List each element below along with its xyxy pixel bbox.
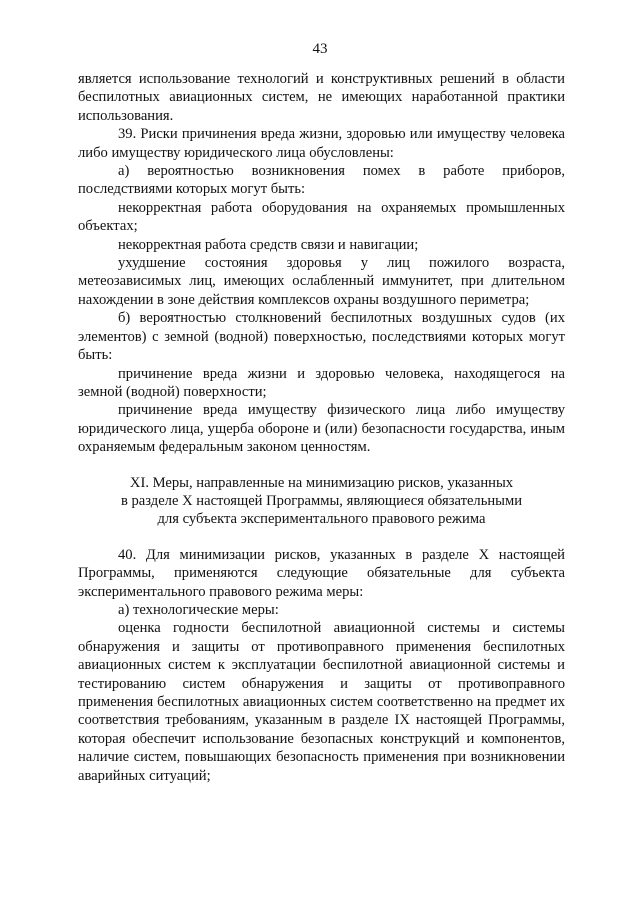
section-heading-line: в разделе X настоящей Программы, являющиеся обязательными: [120, 492, 523, 509]
section-heading-line: XI. Меры, направленные на минимизацию рисков, указанных: [129, 474, 514, 491]
paragraph-communication-malfunction: некорректная работа средств связи и навигации;: [118, 236, 419, 253]
paragraph-risk-a: а) вероятностью возникновения помех в работе приборов, последствиями которых могут быть:: [78, 163, 565, 198]
paragraph-suitability-assessment: оценка годности беспилотной авиационной системы и системы обнаружения и защиты от противоправного применения беспилотных авиационных систем к эксплуатации беспилотной авиационной системы и тестированию систем обнаружения и защиты от противоправного применения беспилотных авиационных систем соответственно на предмет их соответствия требованиям, указанным в разделе IX настоящей Программы, которая обеспечит использование безопасных конструкций и компонентов, наличие систем, повышающих безопасность применения при возникновении аварийных ситуаций;: [78, 620, 565, 784]
document-body: [78, 70, 565, 785]
paragraph-technological-measures: а) технологические меры:: [118, 601, 279, 618]
paragraph-item-40: 40. Для минимизации рисков, указанных в разделе X настоящей Программы, применяются следующие обязательные для субъекта экспериментального правового режима меры:: [78, 546, 565, 600]
paragraph-continuation: является использование технологий и конструктивных решений в области беспилотных авиационных систем, не имеющих наработанной практики использования.: [78, 71, 565, 124]
section-heading: [78, 474, 565, 529]
paragraph-health-deterioration: ухудшение состояния здоровья у лиц пожилого возраста, метеозависимых лиц, имеющих ослабленный иммунитет, при длительном нахождении в зоне действия комплексов охраны воздушного периметра;: [78, 255, 565, 308]
paragraph-item-39: 39. Риски причинения вреда жизни, здоровью или имуществу человека либо имуществу юридического лица обусловлены:: [78, 126, 565, 161]
paragraph-risk-b: б) вероятностью столкновений беспилотных воздушных судов (их элементов) с земной (водной) поверхностью, последствиями которых могут быть:: [78, 310, 565, 364]
paragraph-harm-to-property: причинение вреда имуществу физического лица либо имуществу юридического лица, ущерба обороне и (или) безопасности государства, иным охраняемым федеральным законом ценностям.: [78, 402, 565, 456]
paragraph-harm-to-life: причинение вреда жизни и здоровью человека, находящегося на земной (водной) поверхности;: [78, 365, 565, 400]
page-number: 43: [312, 41, 328, 57]
paragraph-equipment-malfunction: некорректная работа оборудования на охраняемых промышленных объектах;: [78, 199, 565, 235]
section-heading-line: для субъекта экспериментального правового режима: [157, 511, 486, 528]
